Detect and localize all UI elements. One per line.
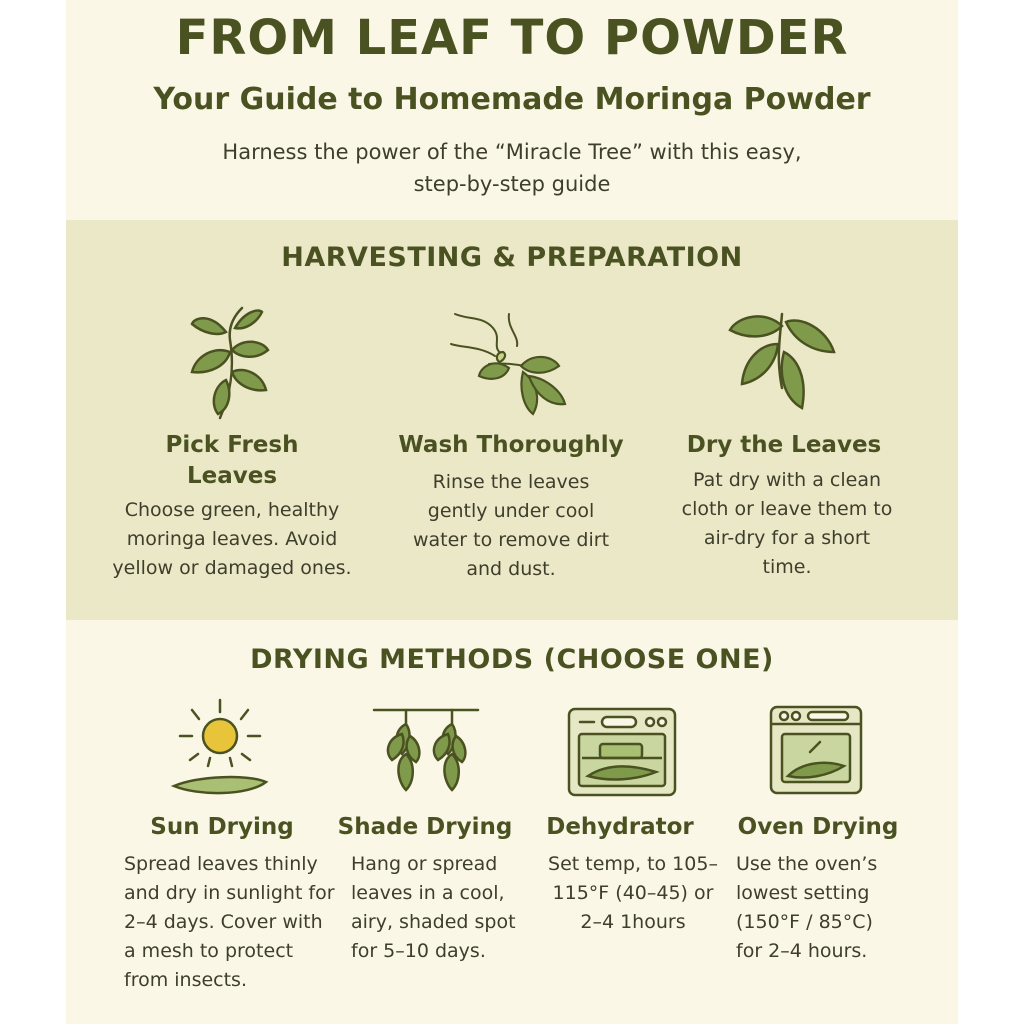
oven-icon: [766, 702, 866, 798]
intro-line-1: Harness the power of the “Miracle Tree” with this easy,: [222, 140, 802, 164]
step-text-wash-thoroughly: Rinse the leaves gently under cool water to remove dirt and dust.: [412, 471, 610, 580]
method-text-oven-drying: Use the oven’s lowest setting (150°F / 85°C) for 2–4 hours.: [736, 853, 878, 962]
infographic: [66, 0, 958, 1024]
dehydrator-icon: [566, 706, 678, 798]
step-text-dry-the-leaves: Pat dry with a clean cloth or leave them to air-dry for a short time.: [681, 469, 893, 578]
step-title-wash-thoroughly: Wash Thoroughly: [398, 432, 624, 458]
drying-heading: DRYING METHODS (CHOOSE ONE): [250, 644, 774, 675]
method-text-sun-drying: Spread leaves thinly and dry in sunlight for 2–4 days. Cover with a mesh to protect from insects.: [124, 853, 335, 991]
page-title: FROM LEAF TO POWDER: [175, 10, 849, 66]
step-text-pick-fresh-leaves: Choose green, healthy moringa leaves. Avoid yellow or damaged ones.: [112, 499, 352, 579]
step-title-dry-the-leaves: Dry the Leaves: [686, 432, 882, 458]
method-title-dehydrator: Dehydrator: [546, 814, 694, 840]
page-subtitle: Your Guide to Homemade Moringa Powder: [153, 82, 871, 117]
sun-icon: [168, 696, 272, 800]
harvesting-heading: HARVESTING & PREPARATION: [281, 242, 743, 273]
intro-line-2: step-by-step guide: [413, 172, 611, 196]
water-splash-leaves-icon: [449, 306, 579, 424]
method-title-oven-drying: Oven Drying: [737, 814, 899, 840]
harvesting-section: [66, 220, 958, 620]
leaf-branch-icon: [180, 300, 280, 425]
method-text-shade-drying: Hang or spread leaves in a cool, airy, shaded spot for 5–10 days.: [351, 853, 516, 962]
leaf-sprig-icon: [726, 308, 838, 416]
step-title-pick-fresh-leaves: Pick Fresh Leaves: [165, 432, 299, 489]
hanging-leaves-icon: [372, 704, 480, 804]
intro-text: [146, 136, 878, 200]
header: [66, 0, 958, 220]
method-title-shade-drying: Shade Drying: [337, 814, 513, 840]
method-title-sun-drying: Sun Drying: [150, 814, 294, 840]
method-text-dehydrator: Set temp, to 105–115°F (40–45) or 2–4 1hours: [548, 853, 718, 933]
